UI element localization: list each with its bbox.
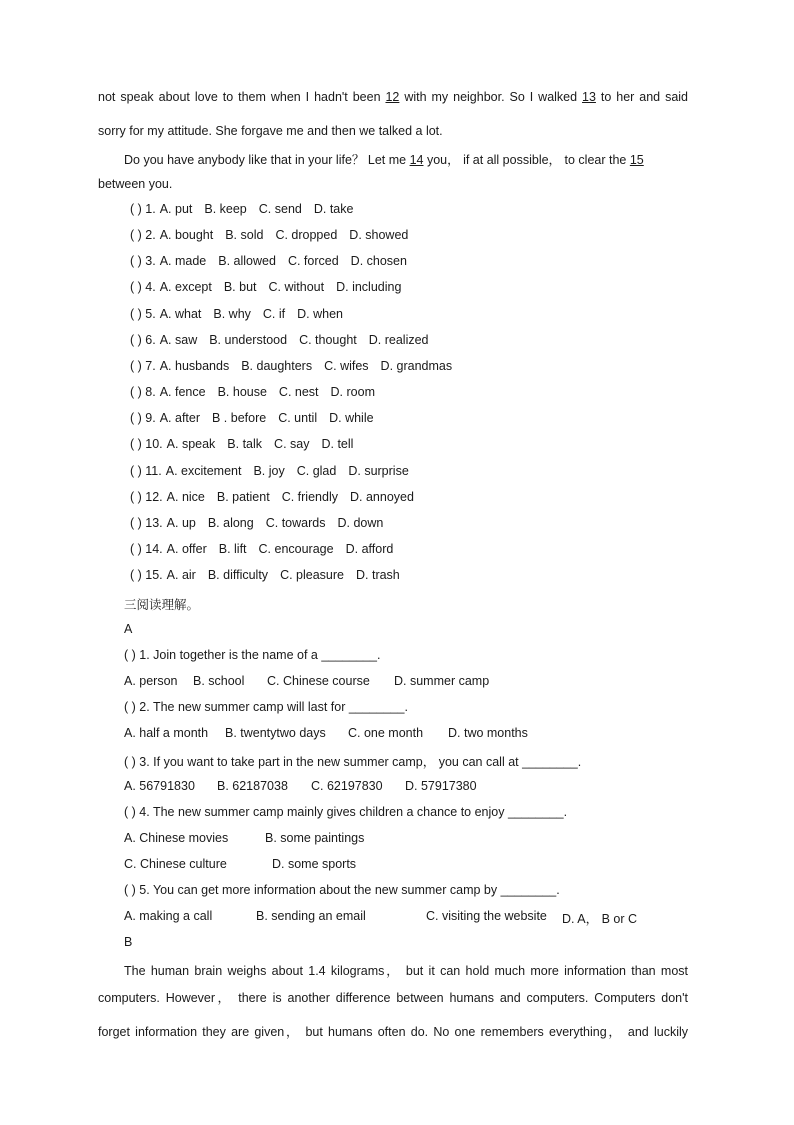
- reading-option: D. summer camp: [394, 674, 490, 688]
- option-a: A. made: [159, 254, 207, 269]
- passage-b-line: computers. However， there is another difference between humans and computers. Computers don't: [98, 991, 688, 1005]
- cloze-question: [130, 307, 720, 321]
- reading-option: D. 57917380: [405, 779, 477, 793]
- cloze-question: [130, 202, 720, 216]
- option-b: B. lift: [218, 541, 247, 556]
- question-number: ( ) 13.: [130, 515, 163, 530]
- reading-question: ( ) 4. The new summer camp mainly gives children a chance to enjoy ________.: [124, 805, 568, 819]
- option-b: B. house: [217, 385, 267, 400]
- cloze-question: [130, 437, 720, 451]
- cloze-question: [130, 464, 720, 478]
- question-number: ( ) 12.: [130, 489, 163, 504]
- cloze-question: [130, 490, 720, 504]
- option-b: B. patient: [216, 489, 270, 504]
- option-a: A. air: [166, 568, 196, 583]
- reading-option: B. school: [193, 674, 245, 688]
- reading-option: A. 56791830: [124, 779, 195, 793]
- option-a: A. after: [159, 411, 200, 426]
- option-d: D. tell: [321, 437, 354, 452]
- option-d: D. take: [313, 202, 354, 216]
- option-c: C. until: [278, 411, 318, 426]
- option-d: D. chosen: [350, 254, 407, 269]
- cloze-question: [130, 542, 720, 556]
- option-d: D. when: [297, 306, 343, 321]
- blank-14: 14: [409, 153, 424, 167]
- reading-question: ( ) 1. Join together is the name of a ________.: [124, 648, 381, 662]
- option-a: A. offer: [166, 541, 207, 556]
- reading-option: C. Chinese course: [267, 674, 370, 688]
- passage-line: Do you have anybody like that in your life？ Let me 14 you， if at all possible， to clear the 15: [124, 153, 644, 167]
- option-a: A. saw: [159, 332, 198, 347]
- reading-option: B. twentytwo days: [225, 726, 326, 740]
- option-c: C. pleasure: [280, 568, 344, 583]
- option-d: D. including: [336, 280, 402, 295]
- option-c: C. without: [268, 280, 325, 295]
- option-a: A. what: [159, 306, 202, 321]
- option-d: D. realized: [368, 332, 429, 347]
- reading-question: ( ) 5. You can get more information about the new summer camp by ________.: [124, 883, 560, 897]
- question-number: ( ) 7.: [130, 358, 156, 373]
- part-b-label: B: [124, 935, 133, 949]
- question-number: ( ) 4.: [130, 280, 156, 295]
- question-number: ( ) 5.: [130, 306, 156, 321]
- question-number: ( ) 2.: [130, 228, 156, 243]
- blank-12: 12: [385, 90, 400, 104]
- option-a: A. nice: [166, 489, 205, 504]
- question-number: ( ) 6.: [130, 332, 156, 347]
- option-d: D. afford: [345, 541, 394, 556]
- cloze-question: [130, 411, 720, 425]
- option-b: B. difficulty: [207, 568, 269, 583]
- option-c: C. say: [274, 437, 310, 452]
- section-title: 三阅读理解。: [124, 598, 200, 612]
- passage-line: sorry for my attitude. She forgave me and then we talked a lot.: [98, 124, 443, 138]
- option-c: C. thought: [299, 332, 357, 347]
- option-c: C. nest: [278, 385, 319, 400]
- option-a: A. excitement: [165, 463, 242, 478]
- option-c: C. encourage: [258, 541, 334, 556]
- passage-b-line: forget information they are given， but humans often do. No one remembers everything， and luckily: [98, 1025, 688, 1039]
- option-d: D. grandmas: [380, 358, 453, 373]
- option-c: C. towards: [265, 515, 326, 530]
- option-b: B. daughters: [241, 358, 313, 373]
- reading-option: B. 62187038: [217, 779, 288, 793]
- question-number: ( ) 9.: [130, 411, 156, 426]
- reading-question: ( ) 3. If you want to take part in the new summer camp， you can call at ________.: [124, 755, 582, 769]
- reading-question: ( ) 2. The new summer camp will last for ________.: [124, 700, 408, 714]
- option-d: D. down: [337, 515, 384, 530]
- question-number: ( ) 11.: [130, 463, 162, 478]
- option-d: D. trash: [356, 568, 400, 583]
- option-c: C. forced: [287, 254, 339, 269]
- cloze-question: [130, 333, 720, 347]
- reading-option: C. Chinese culture: [124, 857, 227, 871]
- question-number: ( ) 15.: [130, 568, 163, 583]
- cloze-question: [130, 254, 720, 268]
- option-a: A. speak: [166, 437, 216, 452]
- option-c: C. dropped: [275, 228, 338, 243]
- option-b: B. allowed: [218, 254, 276, 269]
- option-a: A. put: [159, 202, 193, 216]
- option-c: C. glad: [296, 463, 337, 478]
- question-number: ( ) 1.: [130, 202, 156, 216]
- reading-option: B. sending an email: [256, 909, 366, 923]
- part-a-label: A: [124, 622, 133, 636]
- option-a: A. up: [166, 515, 196, 530]
- reading-option: D. two months: [448, 726, 528, 740]
- passage-line: between you.: [98, 177, 173, 191]
- option-d: D. while: [329, 411, 374, 426]
- option-d: D. surprise: [348, 463, 409, 478]
- option-d: D. showed: [349, 228, 409, 243]
- option-a: A. husbands: [159, 358, 230, 373]
- option-b: B. why: [213, 306, 251, 321]
- option-b: B. understood: [209, 332, 288, 347]
- option-b: B. along: [207, 515, 254, 530]
- option-b: B. sold: [225, 228, 264, 243]
- cloze-question: [130, 228, 720, 242]
- reading-option: D. A， B or C: [562, 912, 638, 926]
- option-d: D. room: [330, 385, 375, 400]
- option-c: C. wifes: [324, 358, 369, 373]
- option-c: C. send: [258, 202, 302, 216]
- reading-option: C. one month: [348, 726, 424, 740]
- blank-13: 13: [582, 90, 596, 104]
- question-number: ( ) 10.: [130, 437, 163, 452]
- cloze-question: [130, 516, 720, 530]
- option-b: B . before: [212, 411, 267, 426]
- passage-b-line: The human brain weighs about 1.4 kilograms， but it can hold much more information than most: [124, 964, 688, 978]
- option-b: B. keep: [204, 202, 247, 216]
- cloze-question: [130, 359, 720, 373]
- option-d: D. annoyed: [349, 489, 414, 504]
- blank-15: 15: [629, 153, 644, 167]
- option-b: B. talk: [227, 437, 263, 452]
- cloze-question: [130, 385, 720, 399]
- question-number: ( ) 3.: [130, 254, 156, 269]
- reading-option: B. some paintings: [265, 831, 365, 845]
- option-a: A. fence: [159, 385, 206, 400]
- reading-option: D. some sports: [272, 857, 357, 871]
- option-b: B. but: [223, 280, 257, 295]
- reading-option: C. 62197830: [311, 779, 383, 793]
- reading-option: A. Chinese movies: [124, 831, 229, 845]
- option-c: C. if: [262, 306, 286, 321]
- cloze-question: [130, 568, 720, 582]
- question-number: ( ) 8.: [130, 385, 156, 400]
- cloze-question: [130, 280, 720, 294]
- option-c: C. friendly: [281, 489, 338, 504]
- reading-option: A. making a call: [124, 909, 213, 923]
- reading-option: A. half a month: [124, 726, 209, 740]
- passage-line: not speak about love to them when I hadn't been 12 with my neighbor. So I walked 13 to her and said: [98, 90, 689, 104]
- reading-option: A. person: [124, 674, 178, 688]
- option-b: B. joy: [253, 463, 285, 478]
- option-a: A. bought: [159, 228, 214, 243]
- question-number: ( ) 14.: [130, 541, 163, 556]
- reading-option: C. visiting the website: [426, 909, 547, 923]
- option-a: A. except: [159, 280, 212, 295]
